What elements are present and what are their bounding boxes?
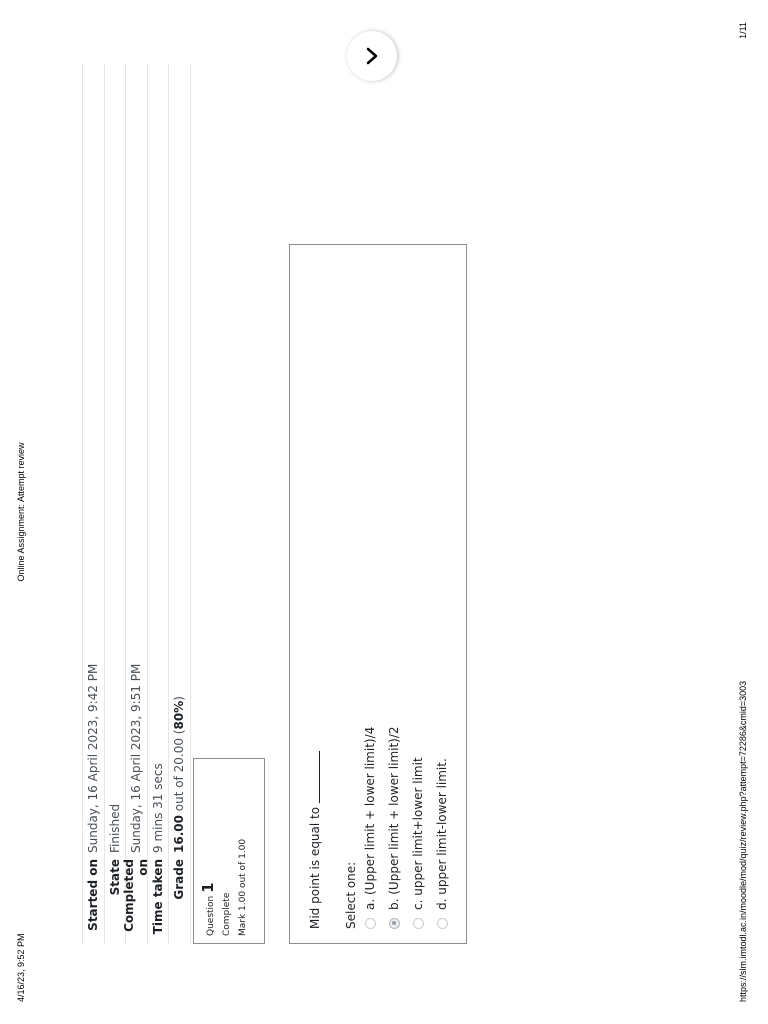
state-label: State [107, 859, 122, 896]
time-taken-label: Time taken [150, 859, 165, 935]
grade-value [172, 696, 186, 853]
summary-row-state [105, 64, 127, 944]
summary-row-completed [122, 64, 151, 944]
answer-option-label: b. (Upper limit + lower limit)/2 [387, 726, 401, 910]
started-label: Started on [86, 859, 101, 931]
answer-option[interactable] [406, 257, 430, 929]
question-text-content: Mid point is equal to [308, 803, 322, 929]
summary-row-started [82, 64, 105, 944]
question-number [200, 766, 219, 936]
question-info-box [193, 758, 265, 944]
print-url[interactable]: https://slm.imtodl.ac.in/moodle/mod/quiz/review.php?attempt=72286&cmid=3003 [738, 680, 748, 1002]
answer-option-label: c. upper limit+lower limit [411, 757, 425, 910]
question-content-box [289, 244, 467, 944]
radio-button[interactable] [437, 918, 448, 929]
print-page-number: 1/11 [738, 22, 748, 39]
grade-score: 16.00 [172, 815, 187, 853]
answer-option[interactable] [430, 257, 454, 929]
question-text [308, 257, 322, 929]
scroll-chevron-button[interactable] [347, 31, 397, 81]
print-date: 4/16/23, 9:52 PM [16, 933, 26, 1002]
grade-percent: 80% [172, 700, 187, 730]
answer-option-label: d. upper limit-lower limit. [435, 758, 449, 910]
attempt-summary-table [82, 64, 191, 944]
answer-options [358, 257, 454, 931]
print-title: Online Assignment: Attempt review [16, 442, 26, 582]
completed-value: Sunday, 16 April 2023, 9:51 PM [129, 663, 144, 853]
answer-option-label: a. (Upper limit + lower limit)/4 [363, 726, 377, 910]
completed-label: Completed on [122, 859, 151, 932]
question-label: Question [206, 892, 216, 936]
question-mark: Mark 1.00 out of 1.00 [238, 838, 248, 936]
select-one-prompt: Select one: [344, 861, 358, 929]
grade-out-of: out of 20.00 ( [172, 729, 187, 816]
time-taken-value: 9 mins 31 secs [150, 763, 165, 853]
summary-row-time [148, 64, 170, 944]
radio-button[interactable] [365, 918, 376, 929]
answer-option[interactable] [358, 257, 382, 929]
question-number-value: 1 [199, 882, 217, 893]
started-value: Sunday, 16 April 2023, 9:42 PM [86, 663, 101, 853]
grade-label: Grade [172, 859, 187, 900]
chevron-down-icon [362, 46, 382, 66]
radio-button[interactable] [413, 918, 424, 929]
state-value: Finished [107, 803, 122, 853]
question-status: Complete [222, 892, 232, 936]
radio-button[interactable] [389, 918, 400, 929]
summary-row-grade [169, 64, 191, 944]
answer-blank [319, 751, 320, 803]
grade-close: ) [172, 696, 187, 701]
answer-option[interactable] [382, 257, 406, 929]
